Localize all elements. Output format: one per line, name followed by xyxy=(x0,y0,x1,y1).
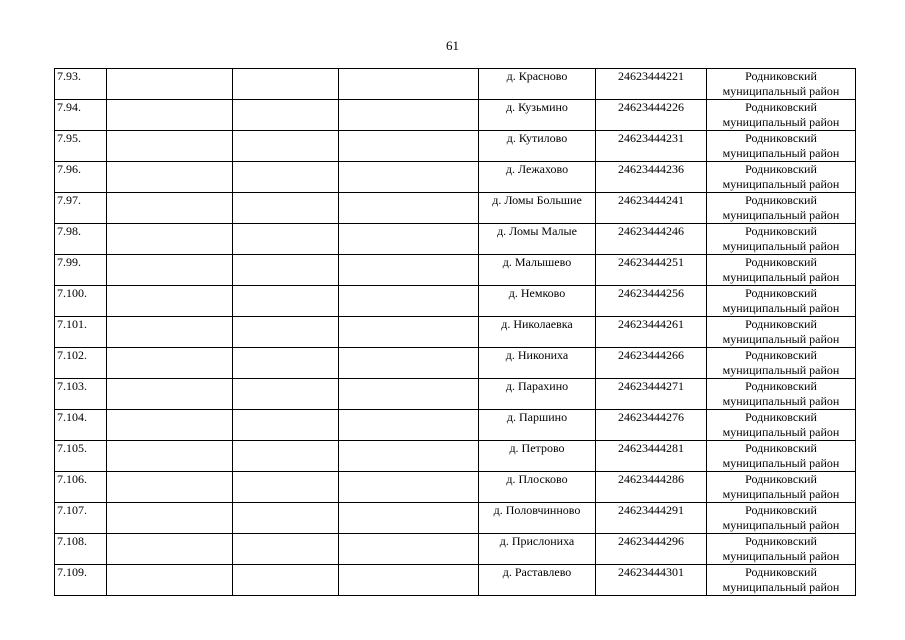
empty-cell xyxy=(339,410,479,441)
empty-cell xyxy=(107,193,233,224)
oktmo-code-cell: 24623444231 xyxy=(596,131,707,162)
table-row xyxy=(55,224,856,255)
empty-cell xyxy=(339,286,479,317)
municipality-type: муниципальный район xyxy=(722,394,840,408)
empty-cell xyxy=(339,193,479,224)
row-number-cell: 7.107. xyxy=(55,503,107,534)
oktmo-code-cell: 24623444261 xyxy=(596,317,707,348)
locality-cell: д. Петрово xyxy=(479,441,596,472)
empty-cell xyxy=(107,503,233,534)
empty-cell xyxy=(107,162,233,193)
municipality-cell xyxy=(707,503,856,534)
empty-cell xyxy=(339,472,479,503)
municipality-type: муниципальный район xyxy=(722,332,840,346)
empty-cell xyxy=(233,69,339,100)
municipality-name: Родниковский xyxy=(745,193,817,207)
municipality-cell xyxy=(707,193,856,224)
locality-cell: д. Лежахово xyxy=(479,162,596,193)
locality-cell: д. Паршино xyxy=(479,410,596,441)
municipality-cell xyxy=(707,410,856,441)
empty-cell xyxy=(107,379,233,410)
row-number-cell: 7.104. xyxy=(55,410,107,441)
empty-cell xyxy=(339,317,479,348)
municipality-name: Родниковский xyxy=(745,441,817,455)
locality-cell: д. Плосково xyxy=(479,472,596,503)
empty-cell xyxy=(107,348,233,379)
municipality-type: муниципальный район xyxy=(722,146,840,160)
municipality-name: Родниковский xyxy=(745,565,817,579)
municipality-cell xyxy=(707,379,856,410)
row-number-cell: 7.101. xyxy=(55,317,107,348)
empty-cell xyxy=(233,503,339,534)
empty-cell xyxy=(107,410,233,441)
municipality-cell xyxy=(707,348,856,379)
municipality-cell xyxy=(707,286,856,317)
empty-cell xyxy=(339,503,479,534)
municipality-type: муниципальный район xyxy=(722,425,840,439)
registry-table-body xyxy=(55,69,856,596)
empty-cell xyxy=(339,441,479,472)
locality-cell: д. Ломы Малые xyxy=(479,224,596,255)
table-row xyxy=(55,317,856,348)
locality-cell: д. Прислониха xyxy=(479,534,596,565)
table-row xyxy=(55,286,856,317)
row-number-cell: 7.99. xyxy=(55,255,107,286)
row-number-cell: 7.100. xyxy=(55,286,107,317)
row-number-cell: 7.109. xyxy=(55,565,107,596)
municipality-name: Родниковский xyxy=(745,131,817,145)
table-row xyxy=(55,69,856,100)
municipality-name: Родниковский xyxy=(745,379,817,393)
table-row xyxy=(55,534,856,565)
empty-cell xyxy=(339,348,479,379)
empty-cell xyxy=(107,317,233,348)
municipality-cell xyxy=(707,100,856,131)
table-row xyxy=(55,472,856,503)
municipality-type: муниципальный район xyxy=(722,177,840,191)
row-number-cell: 7.97. xyxy=(55,193,107,224)
municipality-name: Родниковский xyxy=(745,534,817,548)
empty-cell xyxy=(107,534,233,565)
municipality-type: муниципальный район xyxy=(722,115,840,129)
empty-cell xyxy=(107,69,233,100)
row-number-cell: 7.93. xyxy=(55,69,107,100)
table-row xyxy=(55,348,856,379)
oktmo-code-cell: 24623444251 xyxy=(596,255,707,286)
oktmo-code-cell: 24623444291 xyxy=(596,503,707,534)
municipality-cell xyxy=(707,565,856,596)
empty-cell xyxy=(107,286,233,317)
oktmo-code-cell: 24623444296 xyxy=(596,534,707,565)
oktmo-code-cell: 24623444221 xyxy=(596,69,707,100)
row-number-cell: 7.103. xyxy=(55,379,107,410)
oktmo-code-cell: 24623444286 xyxy=(596,472,707,503)
empty-cell xyxy=(233,255,339,286)
empty-cell xyxy=(233,317,339,348)
table-row xyxy=(55,441,856,472)
municipality-type: муниципальный район xyxy=(722,580,840,594)
municipality-type: муниципальный район xyxy=(722,518,840,532)
empty-cell xyxy=(233,224,339,255)
locality-cell: д. Николаевка xyxy=(479,317,596,348)
empty-cell xyxy=(233,410,339,441)
municipality-type: муниципальный район xyxy=(722,270,840,284)
empty-cell xyxy=(233,441,339,472)
empty-cell xyxy=(339,162,479,193)
locality-cell: д. Малышево xyxy=(479,255,596,286)
row-number-cell: 7.102. xyxy=(55,348,107,379)
locality-cell: д. Половчинново xyxy=(479,503,596,534)
oktmo-code-cell: 24623444276 xyxy=(596,410,707,441)
municipality-name: Родниковский xyxy=(745,472,817,486)
empty-cell xyxy=(339,534,479,565)
municipality-name: Родниковский xyxy=(745,286,817,300)
table-row xyxy=(55,193,856,224)
empty-cell xyxy=(339,565,479,596)
municipality-cell xyxy=(707,534,856,565)
municipality-cell xyxy=(707,131,856,162)
empty-cell xyxy=(233,379,339,410)
empty-cell xyxy=(233,162,339,193)
oktmo-code-cell: 24623444226 xyxy=(596,100,707,131)
page-number: 61 xyxy=(446,38,459,53)
municipality-name: Родниковский xyxy=(745,255,817,269)
municipality-name: Родниковский xyxy=(745,348,817,362)
oktmo-code-cell: 24623444241 xyxy=(596,193,707,224)
municipality-name: Родниковский xyxy=(745,224,817,238)
table-row xyxy=(55,100,856,131)
locality-cell: д. Ломы Большие xyxy=(479,193,596,224)
municipality-name: Родниковский xyxy=(745,100,817,114)
locality-cell: д. Парахино xyxy=(479,379,596,410)
row-number-cell: 7.108. xyxy=(55,534,107,565)
municipality-name: Родниковский xyxy=(745,410,817,424)
municipality-cell xyxy=(707,224,856,255)
empty-cell xyxy=(339,131,479,162)
empty-cell xyxy=(107,472,233,503)
empty-cell xyxy=(107,100,233,131)
oktmo-code-cell: 24623444271 xyxy=(596,379,707,410)
municipality-type: муниципальный район xyxy=(722,301,840,315)
empty-cell xyxy=(233,472,339,503)
municipality-name: Родниковский xyxy=(745,69,817,83)
registry-table xyxy=(54,68,856,596)
empty-cell xyxy=(107,255,233,286)
municipality-type: муниципальный район xyxy=(722,363,840,377)
locality-cell: д. Кузьмино xyxy=(479,100,596,131)
locality-cell: д. Раставлево xyxy=(479,565,596,596)
row-number-cell: 7.106. xyxy=(55,472,107,503)
empty-cell xyxy=(233,131,339,162)
locality-cell: д. Красново xyxy=(479,69,596,100)
locality-cell: д. Кутилово xyxy=(479,131,596,162)
municipality-type: муниципальный район xyxy=(722,487,840,501)
empty-cell xyxy=(107,441,233,472)
table-row xyxy=(55,162,856,193)
row-number-cell: 7.96. xyxy=(55,162,107,193)
municipality-cell xyxy=(707,472,856,503)
empty-cell xyxy=(233,100,339,131)
row-number-cell: 7.94. xyxy=(55,100,107,131)
municipality-cell xyxy=(707,441,856,472)
oktmo-code-cell: 24623444236 xyxy=(596,162,707,193)
empty-cell xyxy=(339,255,479,286)
oktmo-code-cell: 24623444246 xyxy=(596,224,707,255)
row-number-cell: 7.95. xyxy=(55,131,107,162)
municipality-type: муниципальный район xyxy=(722,208,840,222)
row-number-cell: 7.98. xyxy=(55,224,107,255)
table-row xyxy=(55,503,856,534)
table-row xyxy=(55,255,856,286)
table-row xyxy=(55,131,856,162)
municipality-cell xyxy=(707,162,856,193)
locality-cell: д. Немково xyxy=(479,286,596,317)
empty-cell xyxy=(107,131,233,162)
empty-cell xyxy=(339,224,479,255)
table-row xyxy=(55,379,856,410)
municipality-cell xyxy=(707,69,856,100)
municipality-type: муниципальный район xyxy=(722,549,840,563)
municipality-name: Родниковский xyxy=(745,317,817,331)
empty-cell xyxy=(233,534,339,565)
empty-cell xyxy=(339,69,479,100)
empty-cell xyxy=(233,348,339,379)
table-row xyxy=(55,410,856,441)
row-number-cell: 7.105. xyxy=(55,441,107,472)
municipality-name: Родниковский xyxy=(745,162,817,176)
municipality-cell xyxy=(707,255,856,286)
municipality-type: муниципальный район xyxy=(722,456,840,470)
empty-cell xyxy=(233,193,339,224)
oktmo-code-cell: 24623444266 xyxy=(596,348,707,379)
municipality-type: муниципальный район xyxy=(722,84,840,98)
empty-cell xyxy=(339,100,479,131)
municipality-name: Родниковский xyxy=(745,503,817,517)
oktmo-code-cell: 24623444256 xyxy=(596,286,707,317)
locality-cell: д. Никониха xyxy=(479,348,596,379)
empty-cell xyxy=(107,565,233,596)
empty-cell xyxy=(233,565,339,596)
municipality-type: муниципальный район xyxy=(722,239,840,253)
oktmo-code-cell: 24623444301 xyxy=(596,565,707,596)
table-row xyxy=(55,565,856,596)
oktmo-code-cell: 24623444281 xyxy=(596,441,707,472)
empty-cell xyxy=(107,224,233,255)
municipality-cell xyxy=(707,317,856,348)
empty-cell xyxy=(339,379,479,410)
empty-cell xyxy=(233,286,339,317)
